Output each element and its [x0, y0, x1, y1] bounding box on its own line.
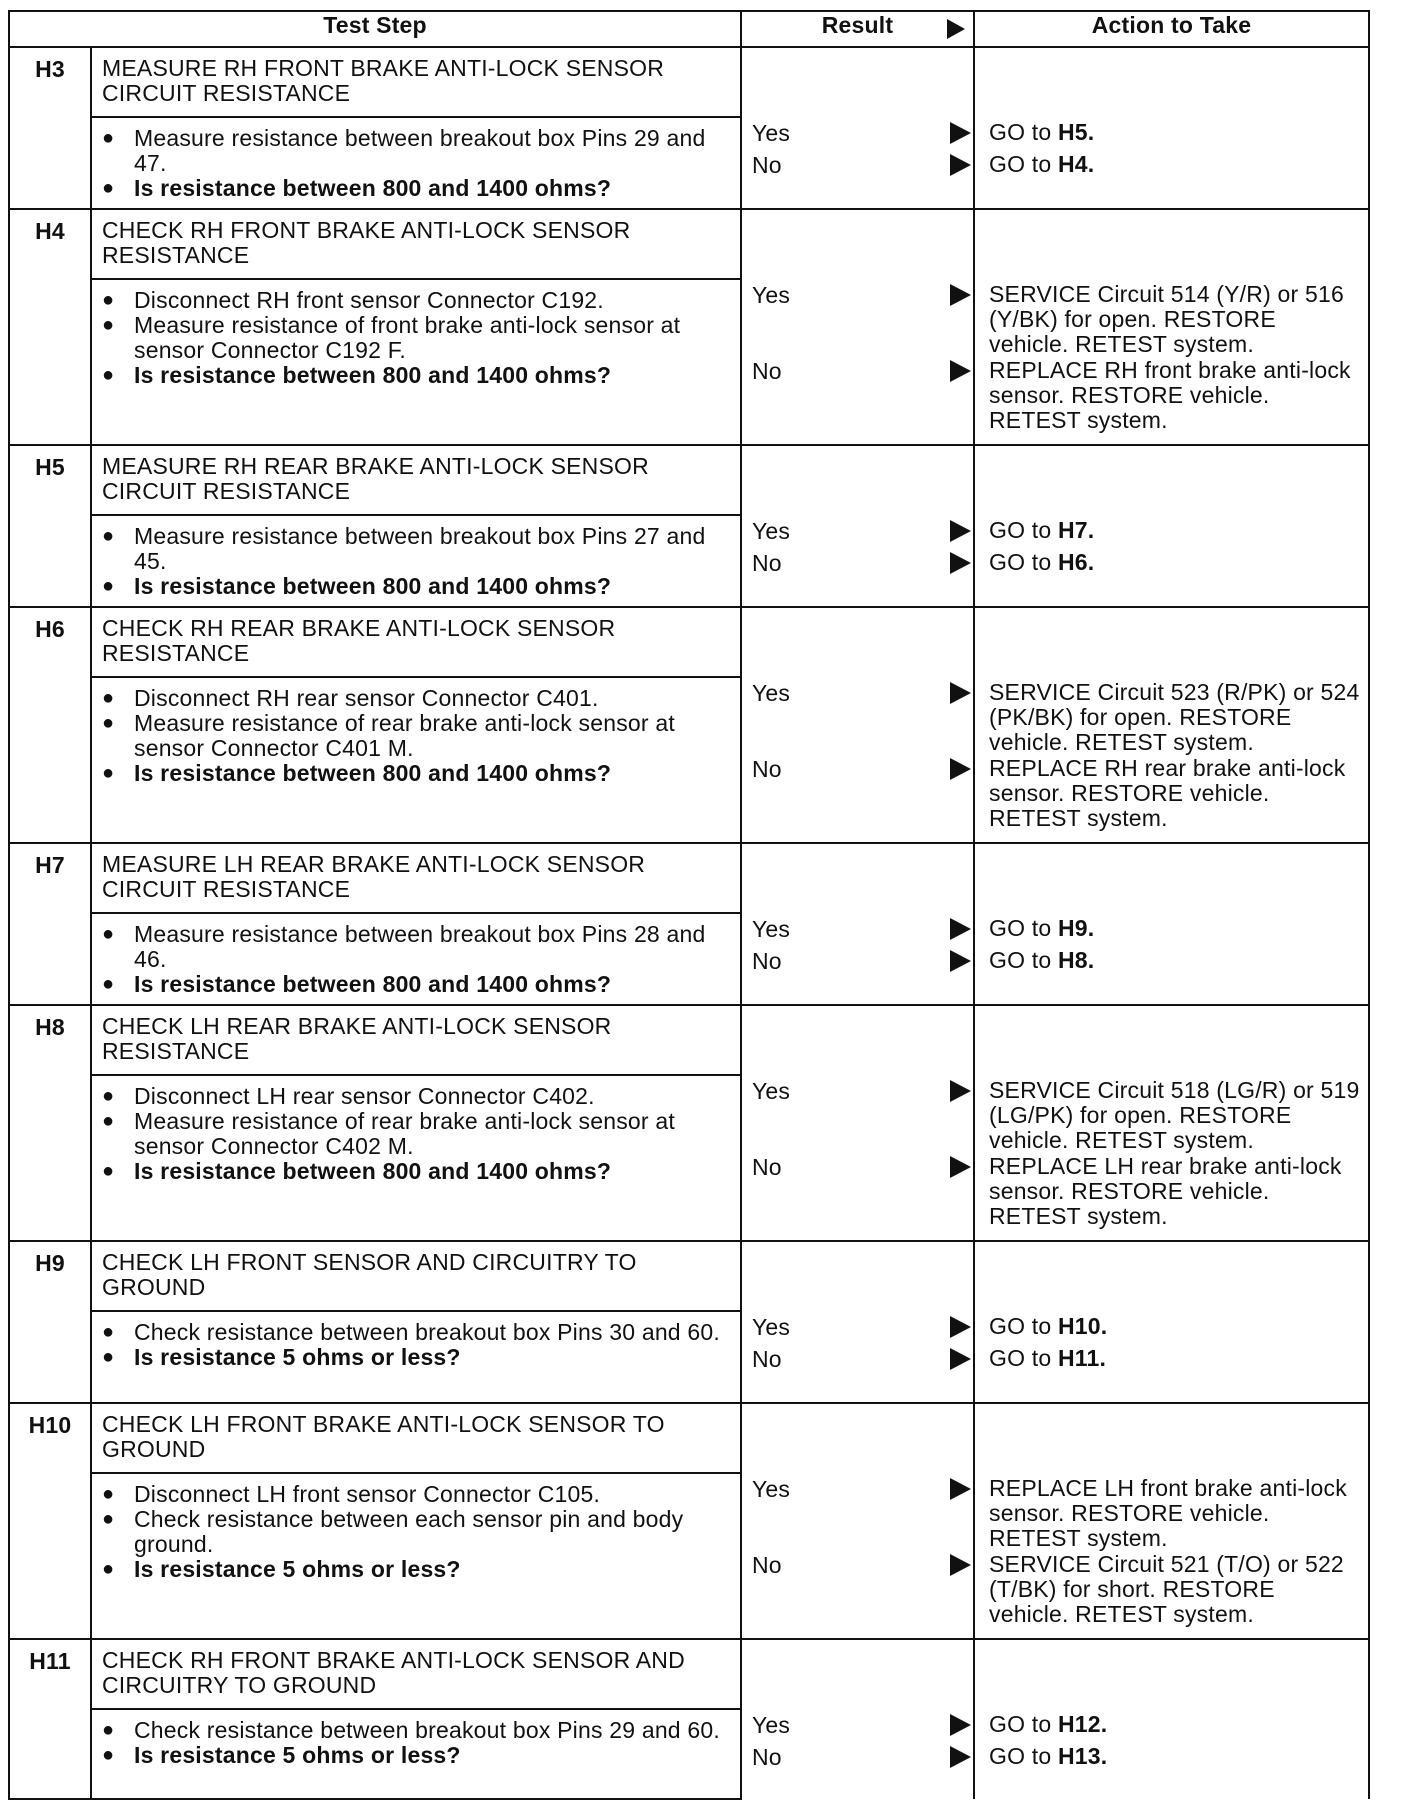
instruction-item: ● Check resistance between each sensor pin and body ground. — [98, 1507, 734, 1557]
action-target-step: H11. — [1057, 1345, 1107, 1371]
step-details — [91, 117, 741, 209]
action-text: GO to — [989, 1313, 1058, 1339]
step-title-row — [9, 445, 1369, 515]
step-id: H9 — [9, 1241, 91, 1311]
result-label: Yes — [752, 680, 791, 706]
result-arrow-icon — [950, 1478, 971, 1500]
step-details — [91, 279, 741, 445]
step-details — [91, 913, 741, 1005]
action-no — [989, 1744, 1360, 1769]
result-label: Yes — [752, 282, 791, 308]
step-instructions — [98, 1320, 734, 1370]
step-details — [91, 1473, 741, 1639]
result-arrow-icon — [947, 19, 965, 39]
action-no — [989, 550, 1360, 575]
action-text: GO to — [989, 1711, 1058, 1737]
result-arrow-icon — [950, 284, 971, 306]
step-id-spacer — [9, 117, 91, 209]
step-instructions — [98, 288, 734, 388]
step-instructions — [98, 922, 734, 997]
action-no — [989, 948, 1360, 973]
result-cell — [741, 1403, 974, 1639]
test-step-header: Test Step — [9, 11, 741, 47]
result-arrow-icon — [950, 918, 971, 940]
step-question: ● Is resistance between 800 and 1400 ohms? — [98, 761, 734, 786]
result-no — [752, 1154, 973, 1180]
result-no — [752, 756, 973, 782]
step-details — [91, 1311, 741, 1403]
step-id-spacer — [9, 1709, 91, 1799]
action-text: GO to — [989, 947, 1058, 973]
instruction-item: ● Check resistance between breakout box Pins 30 and 60. — [98, 1320, 734, 1345]
step-id-spacer — [9, 1311, 91, 1403]
instruction-item: ● Disconnect RH rear sensor Connector C401. — [98, 686, 734, 711]
action-yes — [989, 916, 1360, 941]
action-cell — [974, 1005, 1369, 1241]
action-cell — [974, 843, 1369, 1005]
action-yes — [989, 1314, 1360, 1339]
result-yes — [752, 1476, 973, 1502]
result-yes — [752, 1712, 973, 1738]
step-title: CHECK LH FRONT BRAKE ANTI-LOCK SENSOR TO GROUND — [91, 1403, 741, 1473]
step-question: ● Is resistance between 800 and 1400 ohms? — [98, 972, 734, 997]
step-id: H10 — [9, 1403, 91, 1473]
action-target-step: H13. — [1057, 1743, 1108, 1769]
step-id-spacer — [9, 515, 91, 607]
action-text: GO to — [989, 915, 1058, 941]
result-label: Yes — [752, 1078, 791, 1104]
action-cell — [974, 445, 1369, 607]
action-yes — [989, 518, 1360, 543]
result-arrow-icon — [950, 1714, 971, 1736]
step-title-row — [9, 1005, 1369, 1075]
result-cell — [741, 1639, 974, 1799]
action-target-step: H10. — [1057, 1313, 1108, 1339]
step-instructions — [98, 1084, 734, 1184]
result-label: No — [752, 358, 782, 384]
step-details — [91, 677, 741, 843]
result-arrow-icon — [950, 552, 971, 574]
instruction-item: ● Measure resistance of rear brake anti-lock sensor at sensor Connector C402 M. — [98, 1109, 734, 1159]
result-yes — [752, 120, 973, 146]
step-title-row — [9, 843, 1369, 913]
step-instructions — [98, 1482, 734, 1582]
result-label: No — [752, 1552, 782, 1578]
result-arrow-icon — [950, 950, 971, 972]
result-label: No — [752, 550, 782, 576]
step-title-row — [9, 1403, 1369, 1473]
step-title: MEASURE RH FRONT BRAKE ANTI-LOCK SENSOR CIRCUIT RESISTANCE — [91, 47, 741, 117]
result-arrow-icon — [950, 154, 971, 176]
result-no — [752, 948, 973, 974]
step-title: CHECK LH REAR BRAKE ANTI-LOCK SENSOR RESISTANCE — [91, 1005, 741, 1075]
action-text: REPLACE RH front brake anti-lock sensor. RESTORE vehicle. RETEST system. — [989, 357, 1351, 433]
result-yes — [752, 1078, 973, 1104]
action-text: REPLACE LH rear brake anti-lock sensor. RESTORE vehicle. RETEST system. — [989, 1153, 1342, 1229]
step-title: CHECK RH REAR BRAKE ANTI-LOCK SENSOR RESISTANCE — [91, 607, 741, 677]
result-arrow-icon — [950, 1348, 971, 1370]
instruction-item: ● Measure resistance between breakout box Pins 28 and 46. — [98, 922, 734, 972]
step-instructions — [98, 524, 734, 599]
result-no — [752, 1552, 973, 1578]
step-id-spacer — [9, 913, 91, 1005]
result-cell — [741, 209, 974, 445]
action-cell — [974, 209, 1369, 445]
result-arrow-icon — [950, 1554, 971, 1576]
result-label: No — [752, 1744, 782, 1770]
action-target-step: H5. — [1057, 119, 1095, 145]
step-id: H8 — [9, 1005, 91, 1075]
instruction-item: ● Check resistance between breakout box Pins 29 and 60. — [98, 1718, 734, 1743]
action-text: GO to — [989, 151, 1058, 177]
action-target-step: H9. — [1057, 915, 1095, 941]
action-cell — [974, 1403, 1369, 1639]
result-arrow-icon — [950, 682, 971, 704]
action-text: GO to — [989, 549, 1058, 575]
action-yes — [989, 1476, 1360, 1551]
result-label: Yes — [752, 518, 791, 544]
step-id: H3 — [9, 47, 91, 117]
step-title: CHECK RH FRONT BRAKE ANTI-LOCK SENSOR AND CIRCUITRY TO GROUND — [91, 1639, 741, 1709]
step-instructions — [98, 126, 734, 201]
action-no — [989, 1346, 1360, 1371]
step-id: H7 — [9, 843, 91, 913]
action-header: Action to Take — [974, 11, 1369, 47]
step-title-row — [9, 47, 1369, 117]
result-arrow-icon — [950, 1080, 971, 1102]
step-title-row — [9, 1639, 1369, 1709]
result-yes — [752, 1314, 973, 1340]
step-id-spacer — [9, 279, 91, 445]
action-text: GO to — [989, 1743, 1058, 1769]
step-id: H11 — [9, 1639, 91, 1709]
step-id: H4 — [9, 209, 91, 279]
action-target-step: H6. — [1057, 549, 1095, 575]
instruction-item: ● Disconnect LH rear sensor Connector C402. — [98, 1084, 734, 1109]
action-text: GO to — [989, 517, 1058, 543]
action-text: GO to — [989, 119, 1058, 145]
step-id: H5 — [9, 445, 91, 515]
result-arrow-icon — [950, 1156, 971, 1178]
result-no — [752, 1744, 973, 1770]
step-title: CHECK RH FRONT BRAKE ANTI-LOCK SENSOR RESISTANCE — [91, 209, 741, 279]
step-instructions — [98, 1718, 734, 1768]
action-no — [989, 756, 1360, 831]
action-cell — [974, 1241, 1369, 1403]
action-yes — [989, 1078, 1360, 1153]
step-id: H6 — [9, 607, 91, 677]
result-arrow-icon — [950, 1746, 971, 1768]
instruction-item: ● Disconnect LH front sensor Connector C105. — [98, 1482, 734, 1507]
step-title: CHECK LH FRONT SENSOR AND CIRCUITRY TO GROUND — [91, 1241, 741, 1311]
result-no — [752, 358, 973, 384]
result-no — [752, 550, 973, 576]
result-cell — [741, 1241, 974, 1403]
instruction-item: ● Measure resistance between breakout box Pins 27 and 45. — [98, 524, 734, 574]
result-yes — [752, 680, 973, 706]
result-label: Yes — [752, 1712, 791, 1738]
result-yes — [752, 916, 973, 942]
result-no — [752, 1346, 973, 1372]
action-no — [989, 152, 1360, 177]
step-question: ● Is resistance 5 ohms or less? — [98, 1743, 734, 1768]
instruction-item: ● Disconnect RH front sensor Connector C192. — [98, 288, 734, 313]
result-cell — [741, 1005, 974, 1241]
action-yes — [989, 120, 1360, 145]
step-title: MEASURE LH REAR BRAKE ANTI-LOCK SENSOR CIRCUIT RESISTANCE — [91, 843, 741, 913]
result-label: Yes — [752, 1314, 791, 1340]
instruction-item: ● Measure resistance between breakout box Pins 29 and 47. — [98, 126, 734, 176]
step-title: MEASURE RH REAR BRAKE ANTI-LOCK SENSOR CIRCUIT RESISTANCE — [91, 445, 741, 515]
step-question: ● Is resistance 5 ohms or less? — [98, 1345, 734, 1370]
action-cell — [974, 607, 1369, 843]
action-no — [989, 358, 1360, 433]
action-text: SERVICE Circuit 521 (T/O) or 522 (T/BK) for short. RESTORE vehicle. RETEST system. — [989, 1551, 1344, 1627]
action-yes — [989, 282, 1360, 357]
instruction-item: ● Measure resistance of rear brake anti-lock sensor at sensor Connector C401 M. — [98, 711, 734, 761]
result-arrow-icon — [950, 758, 971, 780]
action-no — [989, 1154, 1360, 1229]
steps-body — [9, 47, 1369, 1799]
action-text: SERVICE Circuit 514 (Y/R) or 516 (Y/BK) for open. RESTORE vehicle. RETEST system. — [989, 281, 1344, 357]
step-title-row — [9, 607, 1369, 677]
instruction-item: ● Measure resistance of front brake anti-lock sensor at sensor Connector C192 F. — [98, 313, 734, 363]
step-id-spacer — [9, 677, 91, 843]
result-label: No — [752, 756, 782, 782]
result-label: Yes — [752, 916, 791, 942]
result-label: Yes — [752, 120, 791, 146]
table-header-row — [9, 11, 1369, 47]
pinpoint-test-table — [8, 10, 1370, 1800]
result-cell — [741, 843, 974, 1005]
step-id-spacer — [9, 1075, 91, 1241]
action-target-step: H8. — [1057, 947, 1095, 973]
step-details — [91, 1709, 741, 1799]
step-instructions — [98, 686, 734, 786]
step-title-row — [9, 209, 1369, 279]
step-details — [91, 1075, 741, 1241]
result-arrow-icon — [950, 360, 971, 382]
step-details — [91, 515, 741, 607]
step-title-row — [9, 1241, 1369, 1311]
step-question: ● Is resistance between 800 and 1400 ohms? — [98, 1159, 734, 1184]
result-cell — [741, 445, 974, 607]
action-cell — [974, 47, 1369, 209]
result-header — [741, 11, 974, 47]
diagnostic-procedure-page — [8, 10, 1368, 1800]
result-label: No — [752, 152, 782, 178]
step-id-spacer — [9, 1473, 91, 1639]
step-question: ● Is resistance between 800 and 1400 ohms? — [98, 574, 734, 599]
action-target-step: H12. — [1057, 1711, 1108, 1737]
action-yes — [989, 1712, 1360, 1737]
action-yes — [989, 680, 1360, 755]
result-cell — [741, 47, 974, 209]
result-arrow-icon — [950, 122, 971, 144]
result-cell — [741, 607, 974, 843]
action-text: SERVICE Circuit 518 (LG/R) or 519 (LG/PK) for open. RESTORE vehicle. RETEST system. — [989, 1077, 1360, 1153]
result-no — [752, 152, 973, 178]
action-target-step: H4. — [1057, 151, 1095, 177]
action-no — [989, 1552, 1360, 1627]
result-label: No — [752, 948, 782, 974]
result-label: No — [752, 1346, 782, 1372]
result-arrow-icon — [950, 520, 971, 542]
step-question: ● Is resistance between 800 and 1400 ohms? — [98, 176, 734, 201]
action-text: SERVICE Circuit 523 (R/PK) or 524 (PK/BK) for open. RESTORE vehicle. RETEST system. — [989, 679, 1360, 755]
result-arrow-icon — [950, 1316, 971, 1338]
result-label: No — [752, 1154, 782, 1180]
action-text: REPLACE LH front brake anti-lock sensor. RESTORE vehicle. RETEST system. — [989, 1475, 1347, 1551]
action-target-step: H7. — [1057, 517, 1095, 543]
action-cell — [974, 1639, 1369, 1799]
step-question: ● Is resistance between 800 and 1400 ohms? — [98, 363, 734, 388]
step-question: ● Is resistance 5 ohms or less? — [98, 1557, 734, 1582]
action-text: GO to — [989, 1345, 1058, 1371]
result-yes — [752, 518, 973, 544]
action-text: REPLACE RH rear brake anti-lock sensor. RESTORE vehicle. RETEST system. — [989, 755, 1346, 831]
result-yes — [752, 282, 973, 308]
result-label: Yes — [752, 1476, 791, 1502]
result-header-label: Result — [821, 12, 894, 38]
